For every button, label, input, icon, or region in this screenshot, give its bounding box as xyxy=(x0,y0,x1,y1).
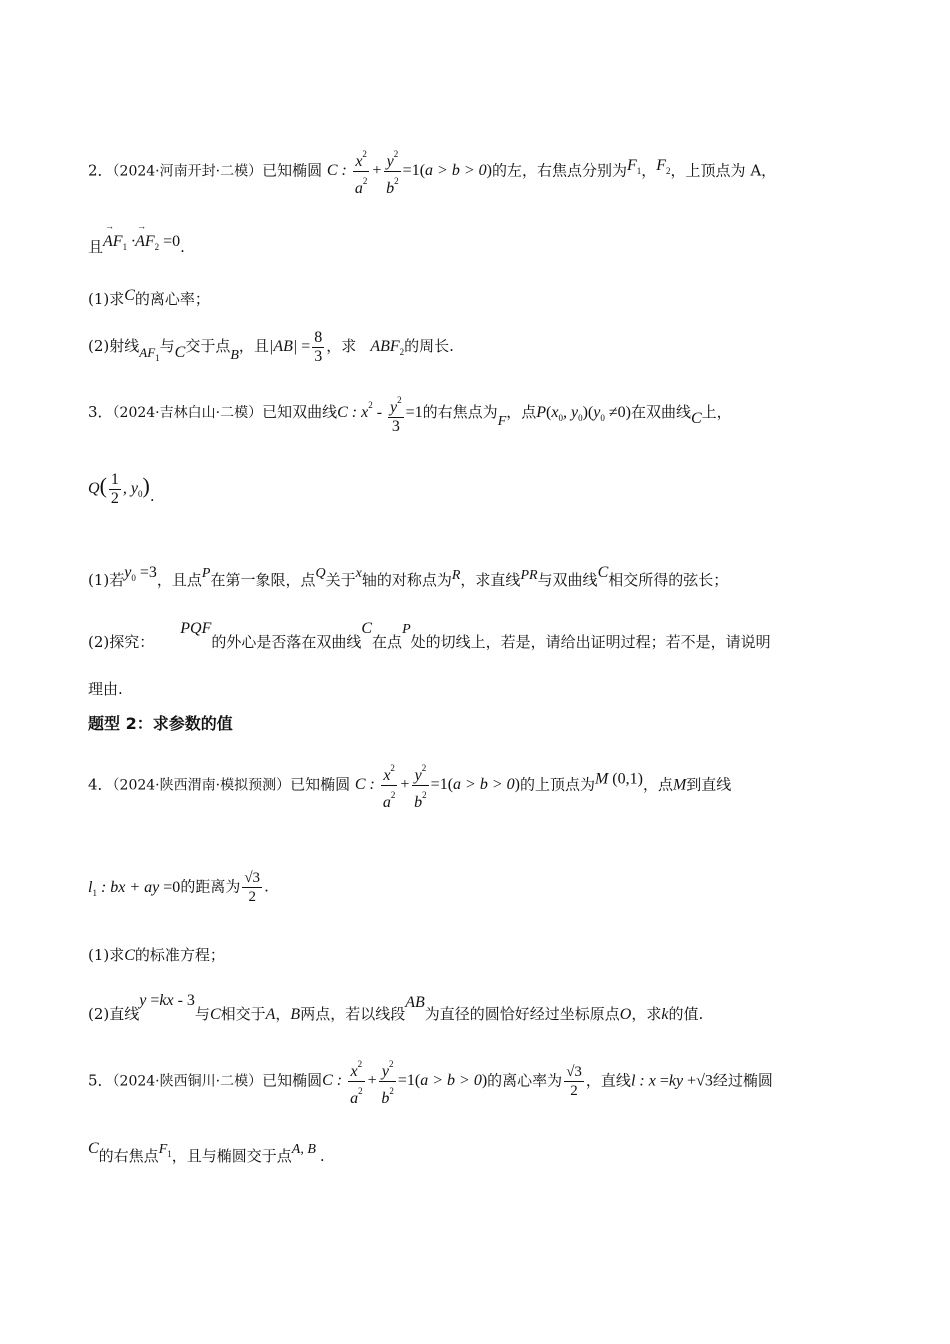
p4-m: M xyxy=(672,776,687,794)
p3-q2 xyxy=(88,620,771,652)
p4-q1-label: (1)求 xyxy=(88,946,125,964)
p3-q1 xyxy=(88,564,728,590)
p3-q1-p: P xyxy=(201,566,211,581)
p3-point-q: Q( $\frac{1}{2}$ , $y_0$) xyxy=(88,471,150,507)
p4-number: 4． xyxy=(88,775,113,794)
p5-text2: ，直线 xyxy=(585,1071,631,1090)
p3-text1: 的右焦点为 xyxy=(422,403,498,422)
p3-q2-d: 处的切线上，若是，请给出证明过程；若不是，请说明 xyxy=(410,633,771,651)
p2-f2: $F_2$ xyxy=(656,156,671,176)
p4-q2-segment: AB xyxy=(405,994,425,1011)
p4-q1-end: 的标准方程； xyxy=(134,946,225,964)
p3-number: 3． xyxy=(88,403,113,422)
p4-text4: 的距离为 xyxy=(180,877,241,896)
p4-q2: (2)直线y =kx - 3与C相交于A，B两点，若以线段AB为直径的圆恰好经过坐标原点O，求k的值. xyxy=(88,992,704,1023)
p5-text5: ，且与椭圆交于点 xyxy=(171,1147,292,1165)
p4-ellipse-equation: C : $\frac{x^2}{a^2}$ + $\frac{y^2}{b^2}$ =1(a > b > 0) xyxy=(355,760,520,811)
p2-q2-mid2: 交于点 xyxy=(185,337,231,356)
p3-source: （2024·吉林白山·二模） xyxy=(112,405,263,422)
p2-q2-end: 的周长. xyxy=(404,337,454,356)
p5-text1: 的离心率为 xyxy=(487,1071,563,1090)
p4-text1: 的上顶点为 xyxy=(519,775,595,794)
p4-text3: 到直线 xyxy=(686,775,732,794)
p4-q2-c: C xyxy=(209,1006,221,1023)
p2-q1-c: C xyxy=(124,287,135,304)
p2-ellipse-equation: C : $\frac{x^2}{a^2}$ + $\frac{y^2}{b^2}$ =1(a > b > 0) xyxy=(327,146,492,197)
p4-line-eq: $l_1$ : bx + ay =0 xyxy=(88,878,181,898)
p2-q2-ray: $AF_1$ xyxy=(139,345,160,364)
p2-line1: 2．（2024·河南开封·二模）已知椭圆 C : $\frac{x^2}{a^2}$ + $\frac{y^2}{b^2}$ =1(a > b > 0)的左，右焦点分别为$F_1$，$F_2$，上顶点为 A， xyxy=(88,146,776,197)
p5-text3: 经过椭圆 xyxy=(712,1071,773,1090)
p4-q2-e: 为直径的圆恰好经过坐标原点 xyxy=(424,1005,620,1023)
p3-q1-a: (1)若 xyxy=(88,571,125,589)
p2-q1 xyxy=(88,287,210,309)
p3-q2-a: (2)探究： xyxy=(88,633,155,651)
p3-q1-d: 关于 xyxy=(325,571,356,589)
p3-hyperbola-equation: C : $x^2$ - $\frac{y^2}{3}$ =1 xyxy=(337,404,423,421)
p4-point-m: M (0,1) xyxy=(594,770,643,788)
p5-text4: 的右焦点 xyxy=(98,1147,159,1165)
p4-q1-c: C xyxy=(124,947,135,964)
p5-number: 5． xyxy=(88,1071,113,1090)
p2-q2-mid3: ，且 xyxy=(238,337,269,356)
p5-intro: 已知椭圆 xyxy=(262,1071,323,1090)
p3-q1-g: 与双曲线 xyxy=(537,571,598,589)
p2-q2-mid4: ，求 xyxy=(326,337,357,356)
p4-q2-g: 的值. xyxy=(668,1005,704,1023)
p4-q2-ab-points: A xyxy=(265,1006,276,1023)
p3-q2-p: P xyxy=(402,622,411,637)
p4-text2: ，点 xyxy=(642,775,673,794)
p4-q2-f: ，求 xyxy=(631,1005,662,1023)
p5-source: （2024·陕西铜川·二模） xyxy=(112,1073,263,1090)
p3-q1-h: 相交所得的弦长； xyxy=(608,571,729,589)
p3-intro: 已知双曲线 xyxy=(262,403,338,422)
p4-intro: 已知椭圆 xyxy=(290,775,351,794)
p3-line1 xyxy=(88,392,732,435)
p2-cond-prefix: 且 xyxy=(88,238,104,256)
p2-intro: 已知椭圆 xyxy=(262,161,323,180)
p3-f: F xyxy=(497,414,507,430)
p4-q2-line: y =kx - 3 xyxy=(139,992,195,1009)
p3-q1-b: ，且点 xyxy=(156,571,202,589)
p3-q1-r: R xyxy=(451,568,461,583)
p4-q2-b: 与 xyxy=(194,1005,210,1023)
p2-f1: $F_1$ xyxy=(626,156,642,176)
p2-text-vertex: ，上顶点为 A， xyxy=(670,161,777,180)
p4-q2-cc: 相交于 xyxy=(220,1005,266,1023)
p3-q1-c: 在第一象限，点 xyxy=(210,571,316,589)
p3-q1-y0: $y_0 =3$ xyxy=(124,564,157,583)
p2-q2-b: B xyxy=(230,348,239,364)
p2-q2-label: (2)射线 xyxy=(88,337,140,356)
p3-text3: 在双曲线 xyxy=(630,403,691,422)
section-heading: 题型 2：求参数的值 xyxy=(88,714,233,733)
p5-c: C xyxy=(88,1140,99,1157)
p2-line2: 且→ $AF_1 \cdot\to AF_2 =0$. xyxy=(88,232,185,257)
p2-q1-end: 的离心率； xyxy=(134,290,210,308)
p4-line1 xyxy=(88,760,731,811)
p3-q1-cc: C xyxy=(597,564,609,581)
p3-q1-e: 轴的对称点为 xyxy=(361,571,452,589)
p2-q2-triangle: $ABF_2$ xyxy=(370,338,405,358)
p3-q2-cc: 在点 xyxy=(372,633,403,651)
p3-text4: 上， xyxy=(701,403,732,422)
p3-line2: Q( $\frac{1}{2}$ , $y_0$). xyxy=(88,471,155,507)
p3-q2-cont xyxy=(88,678,123,699)
p2-q2-ab: |AB| = $\frac{8}{3}$ xyxy=(268,329,323,365)
p2-number: 2． xyxy=(88,161,113,180)
p2-q2-mid: 与 xyxy=(159,337,175,356)
p3-q2-c: C xyxy=(361,620,373,637)
p5-points-ab: A, B xyxy=(291,1142,316,1157)
p5-line-eq: l : x =ky +√3 xyxy=(630,1072,713,1090)
p2-dot-product: → $AF_1 \cdot\to AF_2 =0$ xyxy=(103,233,180,250)
p2-q2-c: C xyxy=(174,344,186,362)
p3-q2-e: 理由. xyxy=(88,680,123,698)
p5-ellipse-equation: C : $\frac{x^2}{a^2}$ + $\frac{y^2}{b^2}$ =1(a > b > 0) xyxy=(322,1056,487,1107)
p4-distance: $\frac{√3}{2}$ xyxy=(244,870,261,905)
p4-q2-o: O xyxy=(619,1006,632,1023)
p3-point-p: $P(x_0$, $y_0)(y_0 \ne 0)$ xyxy=(536,404,631,424)
p3-c: C xyxy=(690,410,702,428)
p4-q2-k: k xyxy=(661,1006,669,1023)
p2-source: （2024·河南开封·二模） xyxy=(112,163,263,180)
p5-eccentricity: $\frac{√3}{2}$ xyxy=(566,1064,582,1099)
p3-q1-f: ，求直线 xyxy=(460,571,521,589)
p2-text-foci: 的左，右焦点分别为 xyxy=(491,161,627,180)
p5-line2: C的右焦点$F_1$，且与椭圆交于点A, B . xyxy=(88,1140,325,1165)
p3-q1-q: Q xyxy=(315,566,326,581)
p4-line2: $l_1$ : bx + ay =0的距离为 $\frac{√3}{2}$ . xyxy=(88,870,269,905)
p5-f1: $F_1$ xyxy=(158,1142,172,1159)
p5-line1 xyxy=(88,1056,773,1107)
p4-q2-d: 两点，若以线段 xyxy=(300,1005,406,1023)
p4-q2-a: (2)直线 xyxy=(88,1005,140,1023)
p3-q2-triangle: PQF xyxy=(180,620,212,637)
p4-source: （2024·陕西渭南·模拟预测） xyxy=(112,777,291,794)
p2-q2 xyxy=(88,330,454,365)
p3-q1-pr: PR xyxy=(520,568,538,583)
p4-q1 xyxy=(88,944,225,965)
p2-q1-label: (1)求 xyxy=(88,290,125,308)
p3-text2: ，点 xyxy=(506,403,537,422)
p4-q2-b-point: B xyxy=(290,1006,301,1023)
p3-q2-b: 的外心是否落在双曲线 xyxy=(211,633,362,651)
p3-q1-x: x xyxy=(355,566,362,581)
